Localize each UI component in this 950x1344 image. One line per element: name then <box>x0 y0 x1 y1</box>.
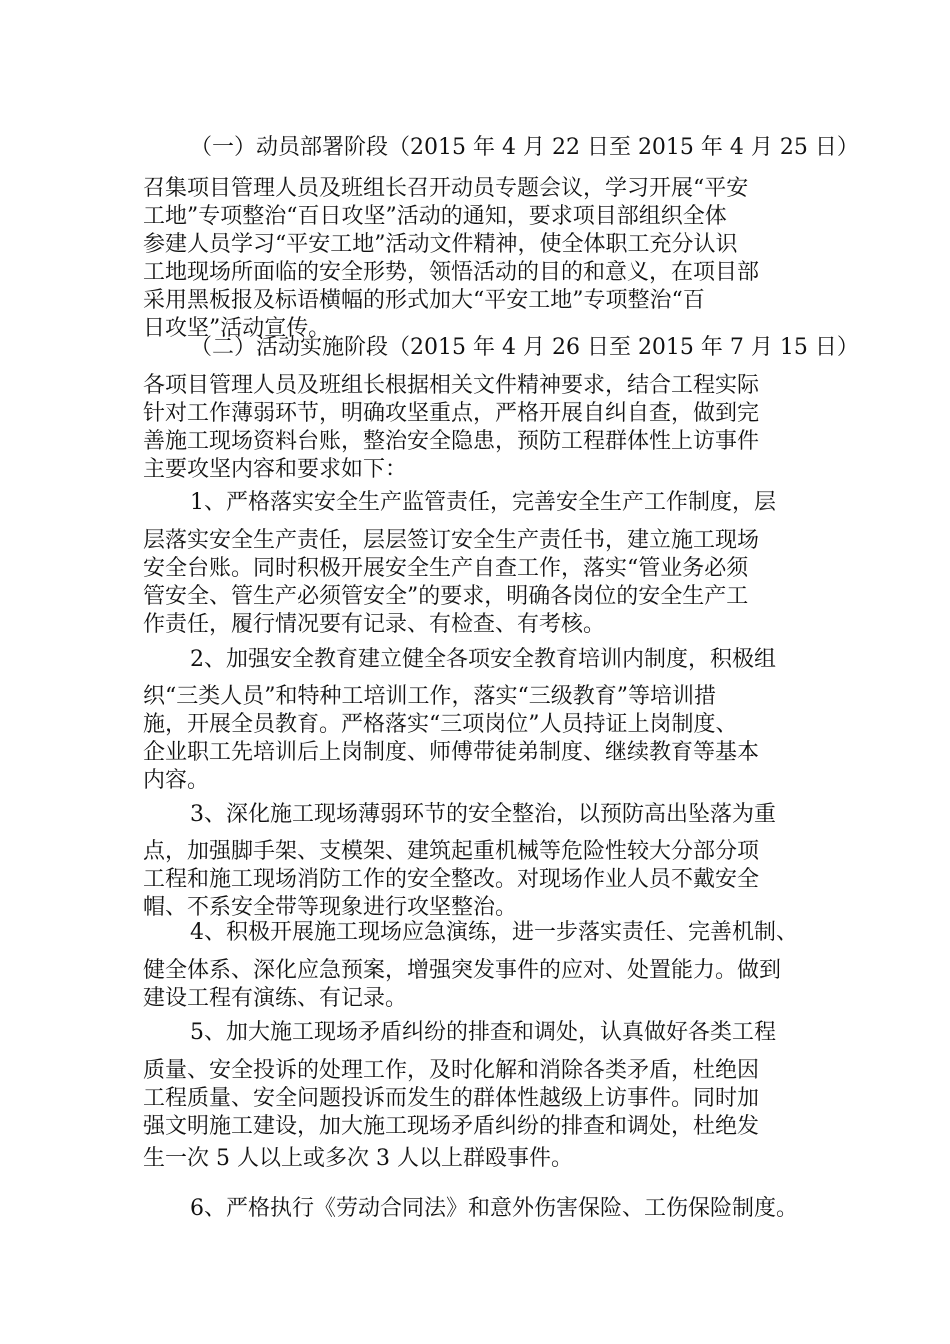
paragraph-line: 强文明施工建设，加大施工现场矛盾纠纷的排查和调处，杜绝发 <box>143 1114 760 1139</box>
paragraph-line: 日攻坚”活动宣传。 <box>143 316 331 341</box>
item-first-line: 3、深化施工现场薄弱环节的安全整治，以预防高出坠落为重 <box>190 802 776 827</box>
paragraph-line: 建设工程有演练、有记录。 <box>143 986 408 1011</box>
paragraph-line: 健全体系、深化应急预案，增强突发事件的应对、处置能力。做到 <box>143 958 782 983</box>
section-heading: （二）活动实施阶段（2015 年 4 月 26 日至 2015 年 7 月 15 日） <box>190 335 859 360</box>
item-first-line: 2、加强安全教育建立健全各项安全教育培训内制度，积极组 <box>190 647 776 672</box>
paragraph-line: 管安全、管生产必须管安全”的要求，明确各岗位的安全生产工 <box>143 584 749 609</box>
paragraph-line: 生一次 5 人以上或多次 3 人以上群殴事件。 <box>143 1146 573 1171</box>
paragraph-line: 工程质量、安全问题投诉而发生的群体性越级上访事件。同时加 <box>143 1086 760 1111</box>
paragraph-line: 质量、安全投诉的处理工作，及时化解和消除各类矛盾，杜绝因 <box>143 1058 760 1083</box>
paragraph-line: 主要攻坚内容和要求如下： <box>143 457 408 482</box>
paragraph-line: 安全台账。同时积极开展安全生产自查工作，落实“管业务必须 <box>143 556 749 581</box>
paragraph-line: 各项目管理人员及班组长根据相关文件精神要求，结合工程实际 <box>143 373 760 398</box>
item-first-line: 6、严格执行《劳动合同法》和意外伤害保险、工伤保险制度。 <box>190 1196 798 1221</box>
paragraph-line: 针对工作薄弱环节，明确攻坚重点，严格开展自纠自查，做到完 <box>143 401 760 426</box>
item-first-line: 1、严格落实安全生产监管责任，完善安全生产工作制度，层 <box>190 490 776 515</box>
paragraph-line: 参建人员学习“平安工地”活动文件精神，使全体职工充分认识 <box>143 232 738 257</box>
paragraph-line: 善施工现场资料台账，整治安全隐患，预防工程群体性上访事件 <box>143 429 760 454</box>
paragraph-line: 施，开展全员教育。严格落实“三项岗位”人员持证上岗制度、 <box>143 712 738 737</box>
paragraph-line: 企业职工先培训后上岗制度、师傅带徒弟制度、继续教育等基本 <box>143 740 760 765</box>
paragraph-line: 点，加强脚手架、支模架、建筑起重机械等危险性较大分部分项 <box>143 839 760 864</box>
paragraph-line: 工地现场所面临的安全形势，领悟活动的目的和意义，在项目部 <box>143 260 760 285</box>
paragraph-line: 工地”专项整治“百日攻坚”活动的通知，要求项目部组织全体 <box>143 204 727 229</box>
item-first-line: 4、积极开展施工现场应急演练，进一步落实责任、完善机制、 <box>190 920 798 945</box>
paragraph-line: 采用黑板报及标语横幅的形式加大“平安工地”专项整治“百 <box>143 288 705 313</box>
paragraph-line: 帽、不系安全带等现象进行攻坚整治。 <box>143 895 518 920</box>
paragraph-line: 织“三类人员”和特种工培训工作，落实“三级教育”等培训措 <box>143 684 716 709</box>
paragraph-line: 召集项目管理人员及班组长召开动员专题会议，学习开展“平安 <box>143 176 749 201</box>
paragraph-line: 层落实安全生产责任，层层签订安全生产责任书，建立施工现场 <box>143 528 760 553</box>
item-first-line: 5、加大施工现场矛盾纠纷的排查和调处，认真做好各类工程 <box>190 1020 776 1045</box>
paragraph-line: 内容。 <box>143 768 210 793</box>
paragraph-line: 工程和施工现场消防工作的安全整改。对现场作业人员不戴安全 <box>143 867 760 892</box>
paragraph-line: 作责任，履行情况要有记录、有检查、有考核。 <box>143 612 606 637</box>
section-heading: （一）动员部署阶段（2015 年 4 月 22 日至 2015 年 4 月 25 日） <box>190 135 859 160</box>
